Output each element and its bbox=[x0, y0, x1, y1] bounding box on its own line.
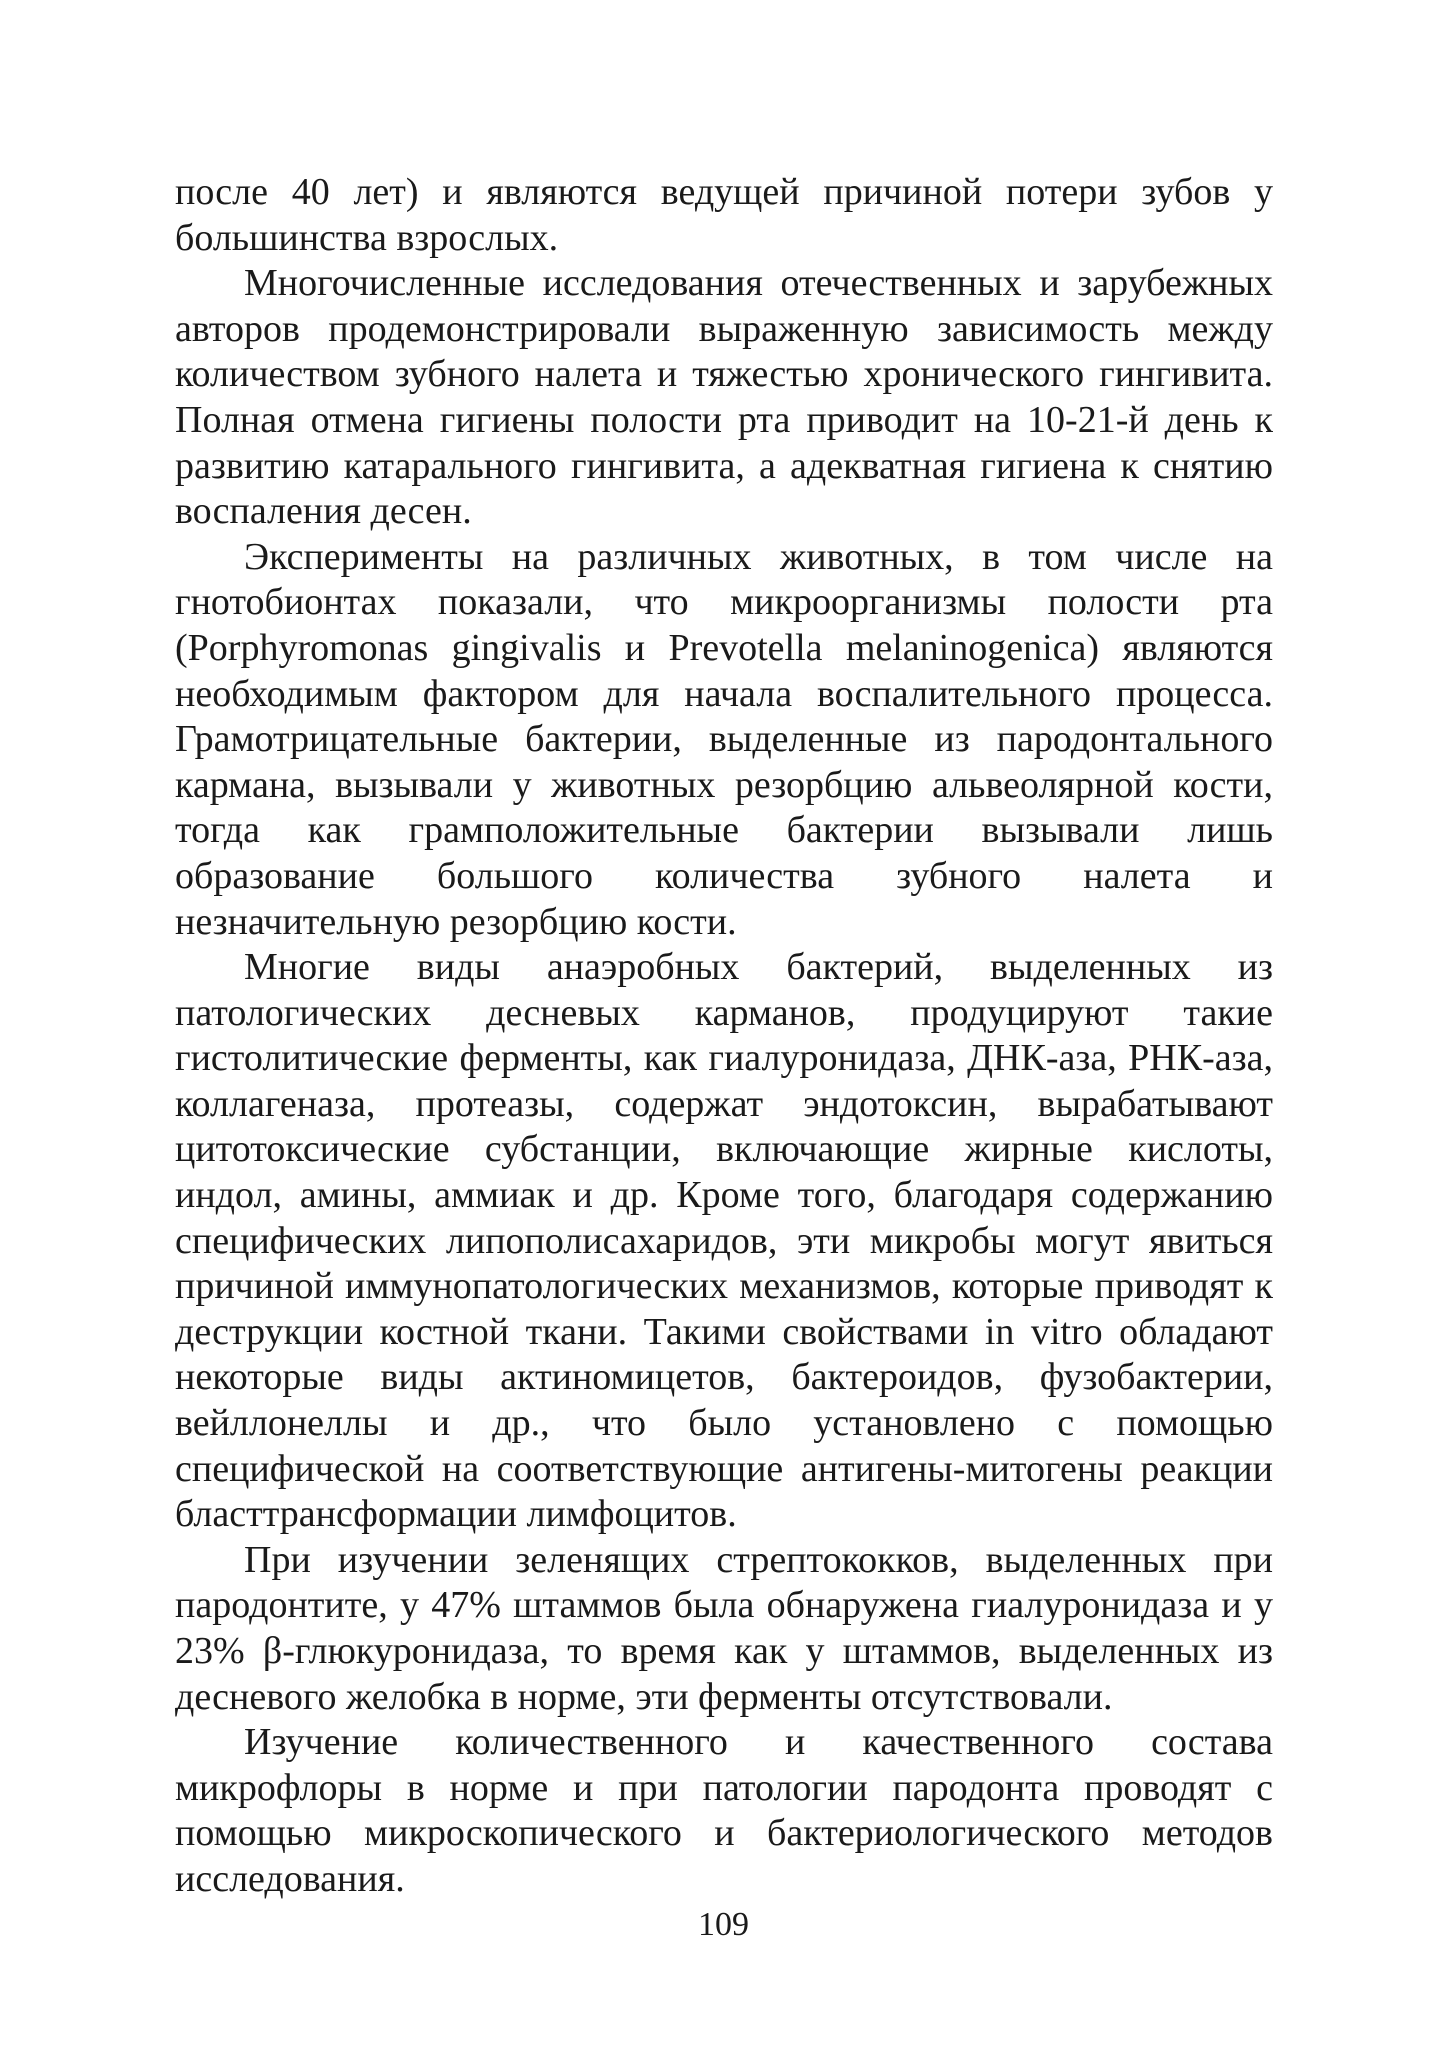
paragraph-2: Многочисленные исследования отечественных и зарубежных авторов продемонстрировали выраженную зависимость между количеством зубного налета и тяжестью хронического гингивита. Полная отмена гигиены полости рта приводит на 10-21-й день к развитию катарального гингивита, а адекватная гигиена к снятию воспаления десен. bbox=[175, 262, 1273, 533]
page-number: 109 bbox=[698, 1906, 749, 1943]
paragraph-1: после 40 лет) и являются ведущей причиной потери зубов у большинства взрослых. bbox=[175, 171, 1273, 259]
paragraph-4: Многие виды анаэробных бактерий, выделенных из патологических десневых карманов, продуцируют такие гистолитические ферменты, как гиалуронидаза, ДНК-аза, РНК-аза, коллагеназа, протеазы, содержат эндотоксин, вырабатывают цитотоксические субстанции, включающие жирные кислоты, индол, амины, аммиак и др. Кроме того, благодаря содержанию специфических липополисахаридов, эти микробы могут явиться причиной иммунопатологических механизмов, которые приводят к деструкции костной ткани. Такими свойствами in vitro обладают некоторые виды актиномицетов, бактероидов, фузобактерии, вейллонеллы и др., что было установлено с помощью специфической на соответствующие антигены-митогены реакции бласттрансформации лимфоцитов. bbox=[175, 946, 1273, 1536]
paragraph-3: Эксперименты на различных животных, в том числе на гнотобионтах показали, что микроорганизмы полости рта (Porphyromonas gingivalis и Prevotella melaninogenica) являются необходимым фактором для начала воспалительного процесса. Грамотрицательные бактерии, выделенные из пародонтального кармана, вызывали у животных резорбцию альвеолярной кости, тогда как грамположительные бактерии вызывали лишь образование большого количества зубного налета и незначительную резорбцию кости. bbox=[175, 535, 1273, 943]
text-body bbox=[175, 170, 1273, 1903]
paragraph-5: При изучении зеленящих стрептококков, выделенных при пародонтите, у 47% штаммов была обнаружена гиалуронидаза и у 23% β-глюкуронидаза, то время как у штаммов, выделенных из десневого желобка в норме, эти ферменты отсутствовали. bbox=[175, 1538, 1273, 1718]
paragraph-6: Изучение количественного и качественного состава микрофлоры в норме и при патологии пародонта проводят с помощью микроскопического и бактериологического методов исследования. bbox=[175, 1721, 1273, 1900]
